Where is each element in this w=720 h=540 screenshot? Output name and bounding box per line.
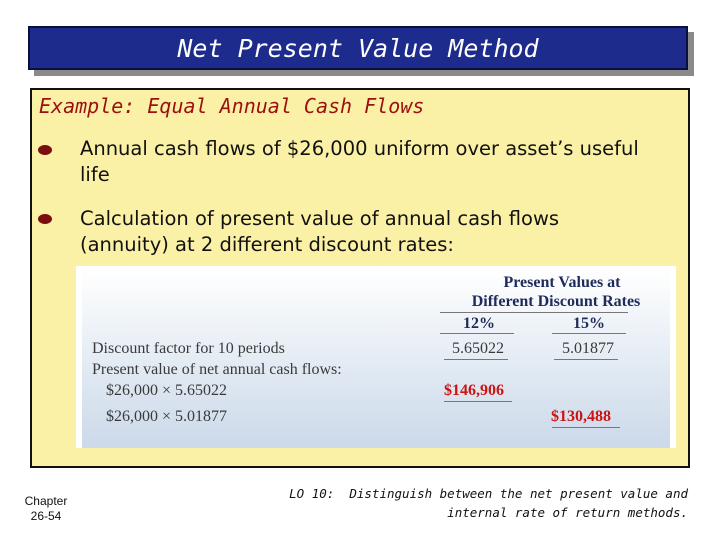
col-header-15: 15%: [573, 315, 605, 332]
col-underline-12: [440, 333, 514, 334]
table-header-line1: Present Values at: [503, 274, 621, 291]
cell-pv-15: $130,488: [551, 408, 611, 425]
lo-line1: LO 10: Distinguish between the net present value and: [289, 486, 688, 501]
content-box: [30, 88, 690, 468]
slide-subtitle: Example: Equal Annual Cash Flows: [39, 94, 425, 118]
header-underline: [440, 312, 628, 313]
row-label-discount-factor: Discount factor for 10 periods: [92, 340, 285, 357]
bullet-icon: [38, 145, 52, 155]
title-bar: [28, 26, 688, 70]
bullet-text: Annual cash flows of $26,000 uniform over asset’s useful life: [80, 137, 639, 186]
bullet-icon: [38, 214, 52, 224]
cell-discount-12: 5.65022: [452, 340, 504, 357]
chapter-line2: 26-54: [30, 509, 62, 523]
slide-title: Net Present Value Method: [177, 33, 539, 63]
underline-12: [444, 359, 508, 360]
learning-objective: [244, 484, 688, 522]
cell-pv-12: $146,906: [444, 382, 504, 399]
table-inner: [82, 270, 670, 448]
row-label-calc-15: $26,000 × 5.01877: [106, 408, 228, 425]
chapter-label: [18, 494, 74, 524]
chapter-line1: Chapter: [24, 494, 68, 508]
row-label-pv: Present value of net annual cash flows:: [92, 361, 342, 378]
underline-pv-15: [552, 427, 620, 428]
present-value-table: [76, 266, 676, 448]
col-underline-15: [552, 333, 626, 334]
underline-pv-12: [444, 401, 512, 402]
cell-discount-15: 5.01877: [562, 340, 614, 357]
bullet-text: Calculation of present value of annual cash flows (annuity) at 2 different discount rates:: [80, 207, 560, 256]
lo-line2: internal rate of return methods.: [447, 505, 688, 520]
table-header-line2: Different Discount Rates: [471, 293, 641, 310]
row-label-calc-12: $26,000 × 5.65022: [106, 382, 228, 399]
underline-15: [554, 359, 618, 360]
col-header-12: 12%: [463, 315, 495, 332]
